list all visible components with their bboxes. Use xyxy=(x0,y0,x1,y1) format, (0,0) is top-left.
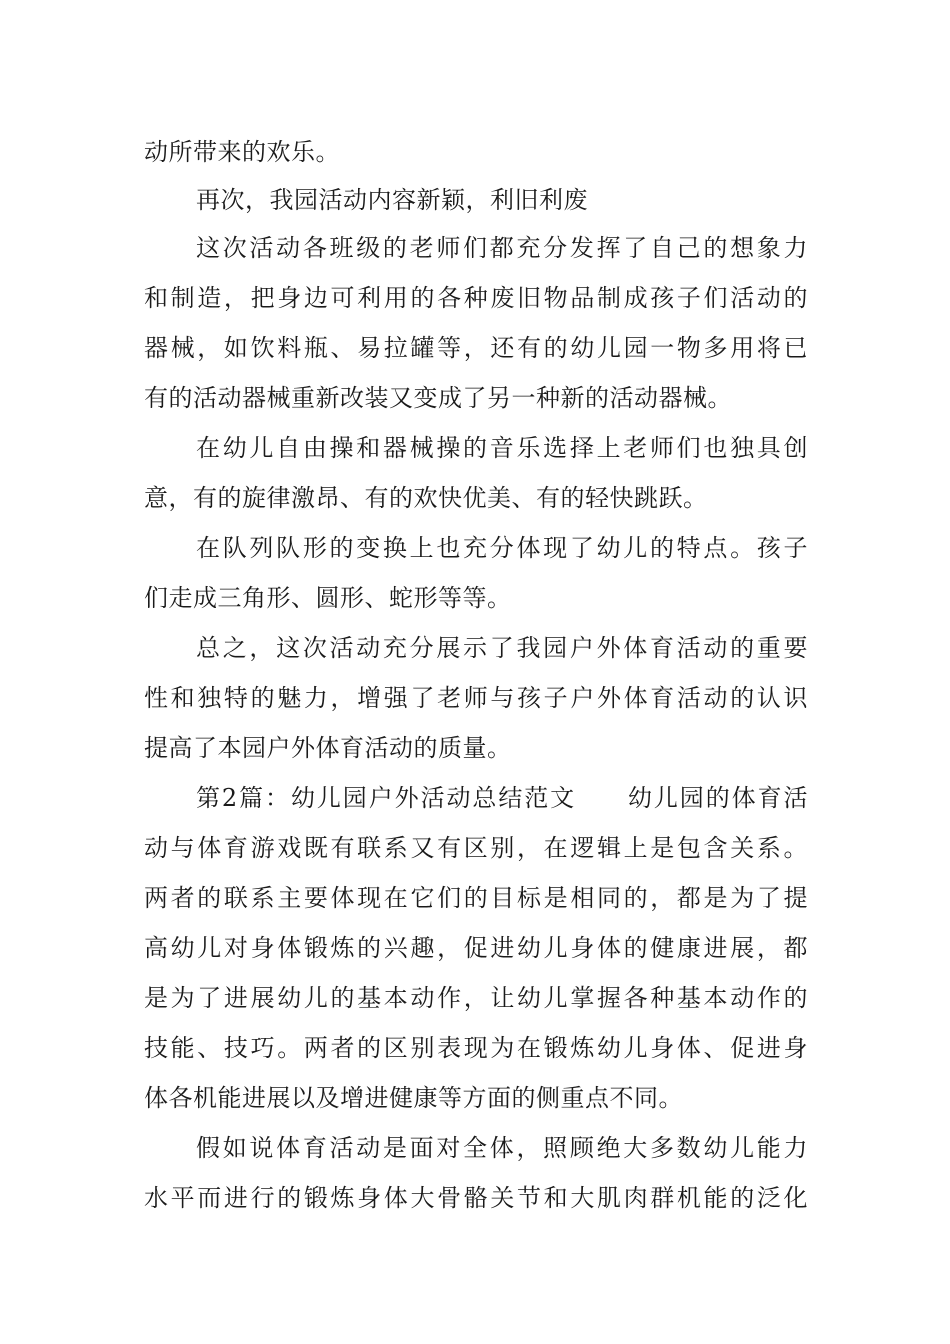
paragraph-line: 动与体育游戏既有联系又有区别，在逻辑上是包含关系。 xyxy=(144,834,808,862)
paragraph-line: 器械，如饮料瓶、易拉罐等，还有的幼儿园一物多用将已 xyxy=(144,334,808,362)
paragraph-line: 两者的联系主要体现在它们的目标是相同的，都是为了提 xyxy=(144,884,808,912)
paragraph-line: 技能、技巧。两者的区别表现为在锻炼幼儿身体、促进身 xyxy=(144,1034,808,1062)
paragraph-line: 在队列队形的变换上也充分体现了幼儿的特点。孩子 xyxy=(196,534,808,562)
article-heading-line: 第2篇：幼儿园户外活动总结范文 幼儿园的体育活 xyxy=(196,784,808,812)
paragraph-line: 总之，这次活动充分展示了我园户外体育活动的重要 xyxy=(196,634,808,662)
paragraph-line: 高幼儿对身体锻炼的兴趣，促进幼儿身体的健康进展，都 xyxy=(144,934,808,962)
paragraph-line: 体各机能进展以及增进健康等方面的侧重点不同。 xyxy=(144,1084,683,1112)
paragraph-line: 有的活动器械重新改装又变成了另一种新的活动器械。 xyxy=(144,384,732,412)
paragraph-line: 提高了本园户外体育活动的质量。 xyxy=(144,734,512,762)
paragraph-line: 意，有的旋律激昂、有的欢快优美、有的轻快跳跃。 xyxy=(144,484,708,512)
paragraph-line: 性和独特的魅力，增强了老师与孩子户外体育活动的认识 xyxy=(144,684,808,712)
paragraph-line: 在幼儿自由操和器械操的音乐选择上老师们也独具创 xyxy=(196,434,808,462)
section-heading: 再次，我园活动内容新颖，利旧利废 xyxy=(196,186,588,214)
paragraph-line: 们走成三角形、圆形、蛇形等等。 xyxy=(144,584,512,612)
paragraph-line: 和制造，把身边可利用的各种废旧物品制成孩子们活动的 xyxy=(144,284,808,312)
paragraph-line: 这次活动各班级的老师们都充分发挥了自己的想象力 xyxy=(196,234,808,262)
paragraph-line: 动所带来的欢乐。 xyxy=(144,138,340,166)
paragraph-line: 假如说体育活动是面对全体，照顾绝大多数幼儿能力 xyxy=(196,1134,808,1162)
paragraph-line: 是为了进展幼儿的基本动作，让幼儿掌握各种基本动作的 xyxy=(144,984,808,1012)
paragraph-line: 水平而进行的锻炼身体大骨骼关节和大肌肉群机能的泛化 xyxy=(144,1184,808,1212)
